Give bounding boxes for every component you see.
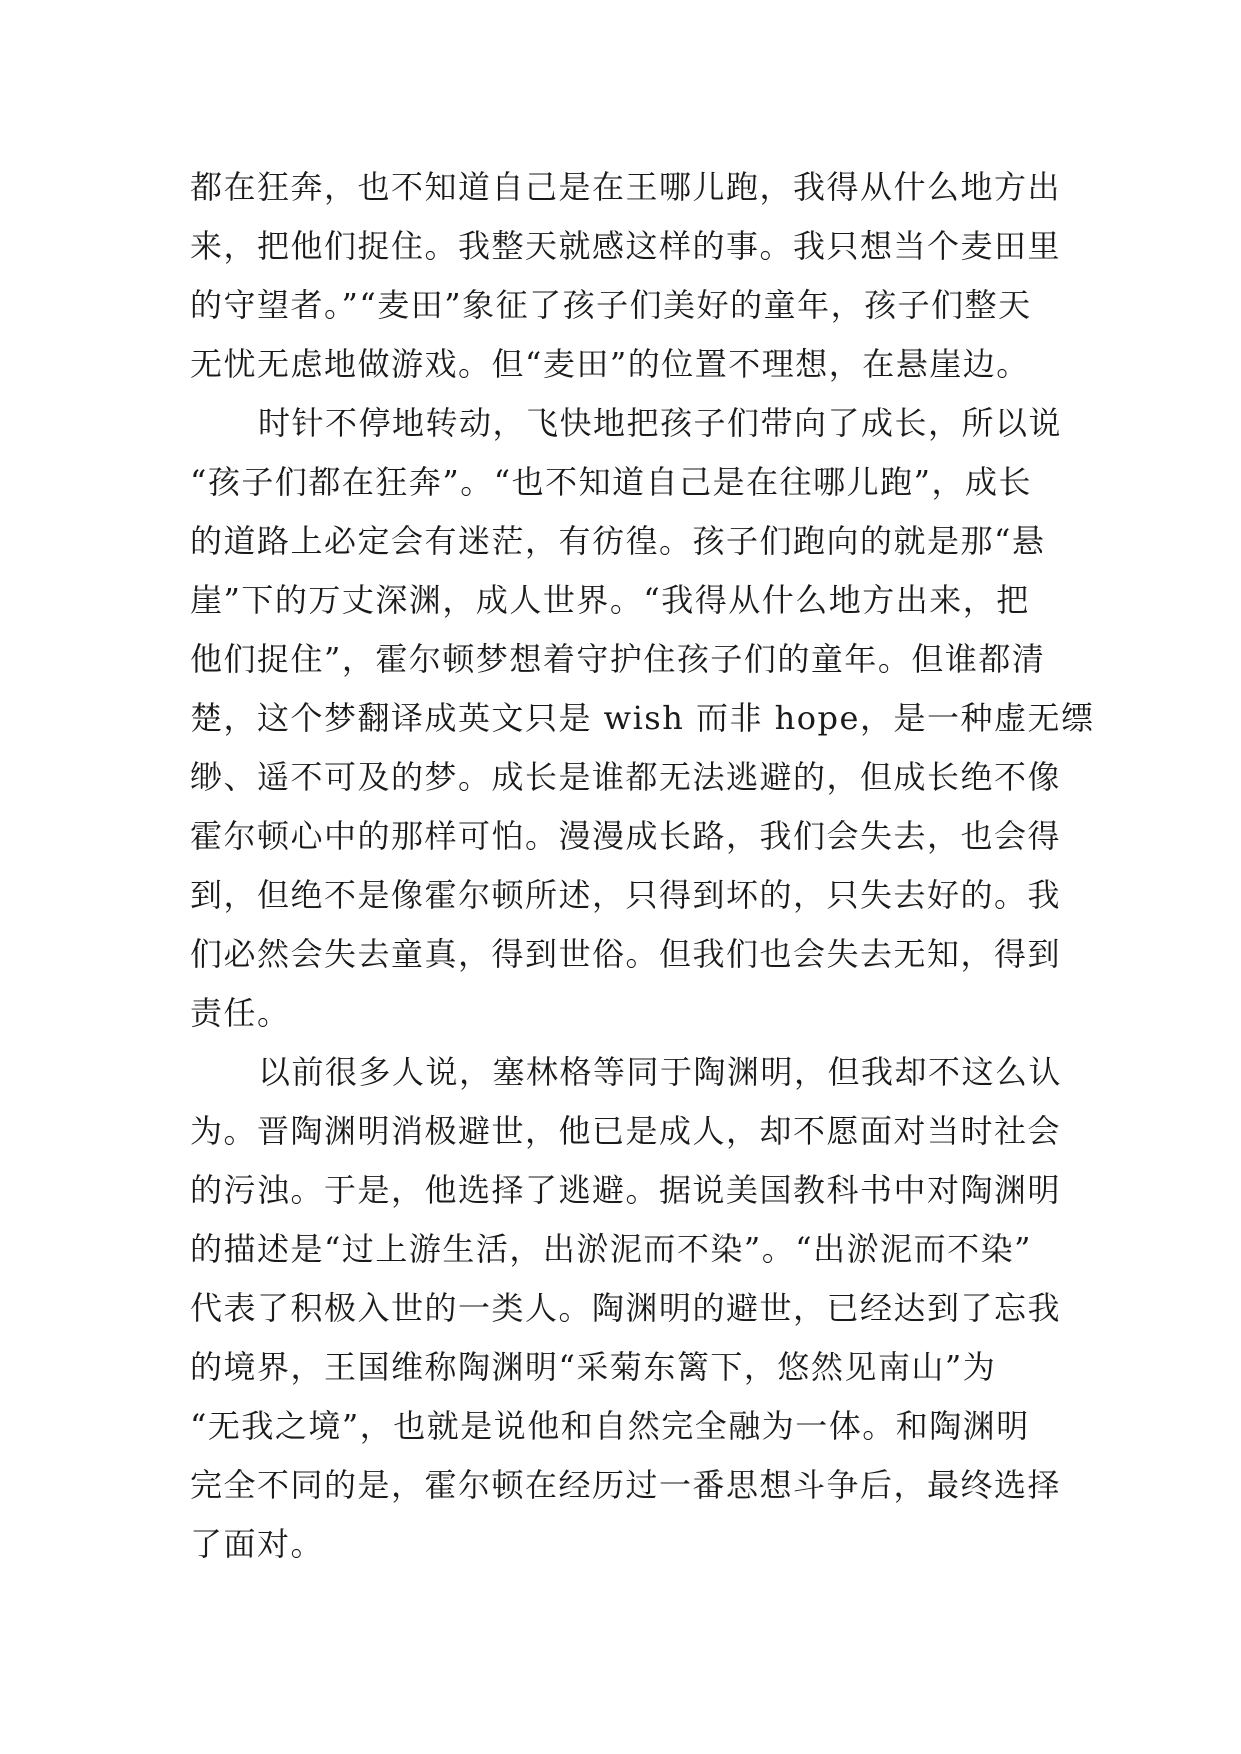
text-line: 无忧无虑地做游戏。但“麦田”的位置不理想，在悬崖边。: [190, 345, 1030, 383]
text-line: 的道路上必定会有迷茫，有彷徨。孩子们跑向的就是那“悬: [190, 522, 1046, 560]
text-line: 为。晋陶渊明消极避世，他已是成人，却不愿面对当时社会: [190, 1112, 1062, 1150]
text-line: 他们捉住”，霍尔顿梦想着守护住孩子们的童年。但谁都清: [190, 640, 1046, 678]
text-line: 们必然会失去童真，得到世俗。但我们也会失去无知，得到: [190, 935, 1062, 973]
text-line: 的守望者。”“麦田”象征了孩子们美好的童年，孩子们整天: [190, 286, 1032, 324]
text-line: 到，但绝不是像霍尔顿所述，只得到坏的，只失去好的。我: [190, 876, 1062, 914]
text-line: 来，把他们捉住。我整天就感这样的事。我只想当个麦田里: [190, 227, 1062, 265]
text-line: 都在狂奔，也不知道自己是在王哪儿跑，我得从什么地方出: [190, 168, 1062, 206]
text-line: 楚，这个梦翻译成英文只是 wish 而非 hope，是一种虚无缥: [190, 699, 1095, 737]
text-line: 责任。: [190, 994, 291, 1032]
text-line: 了面对。: [190, 1525, 325, 1563]
body-text: [190, 158, 1095, 1574]
text-line: 崖”下的万丈深渊，成人世界。“我得从什么地方出来，把: [190, 581, 1030, 619]
text-line: 缈、遥不可及的梦。成长是谁都无法逃避的，但成长绝不像: [190, 758, 1062, 796]
text-line: 的污浊。于是，他选择了逃避。据说美国教科书中对陶渊明: [190, 1171, 1062, 1209]
paragraph-start-line: 以前很多人说，塞林格等同于陶渊明，但我却不这么认: [258, 1053, 1063, 1091]
paragraph-start-line: 时针不停地转动，飞快地把孩子们带向了成长，所以说: [258, 404, 1063, 442]
text-line: “无我之境”，也就是说他和自然完全融为一体。和陶渊明: [190, 1407, 1030, 1445]
text-line: 霍尔顿心中的那样可怕。漫漫成长路，我们会失去，也会得: [190, 817, 1062, 855]
text-line: 代表了积极入世的一类人。陶渊明的避世，已经达到了忘我: [190, 1289, 1062, 1327]
text-line: 的描述是“过上游生活，出淤泥而不染”。“出淤泥而不染”: [190, 1230, 1032, 1268]
text-line: 完全不同的是，霍尔顿在经历过一番思想斗争后，最终选择: [190, 1466, 1062, 1504]
text-line: “孩子们都在狂奔”。“也不知道自己是在往哪儿跑”，成长: [190, 463, 1032, 501]
text-line: 的境界，王国维称陶渊明“采菊东篱下，悠然见南山”为: [190, 1348, 997, 1386]
